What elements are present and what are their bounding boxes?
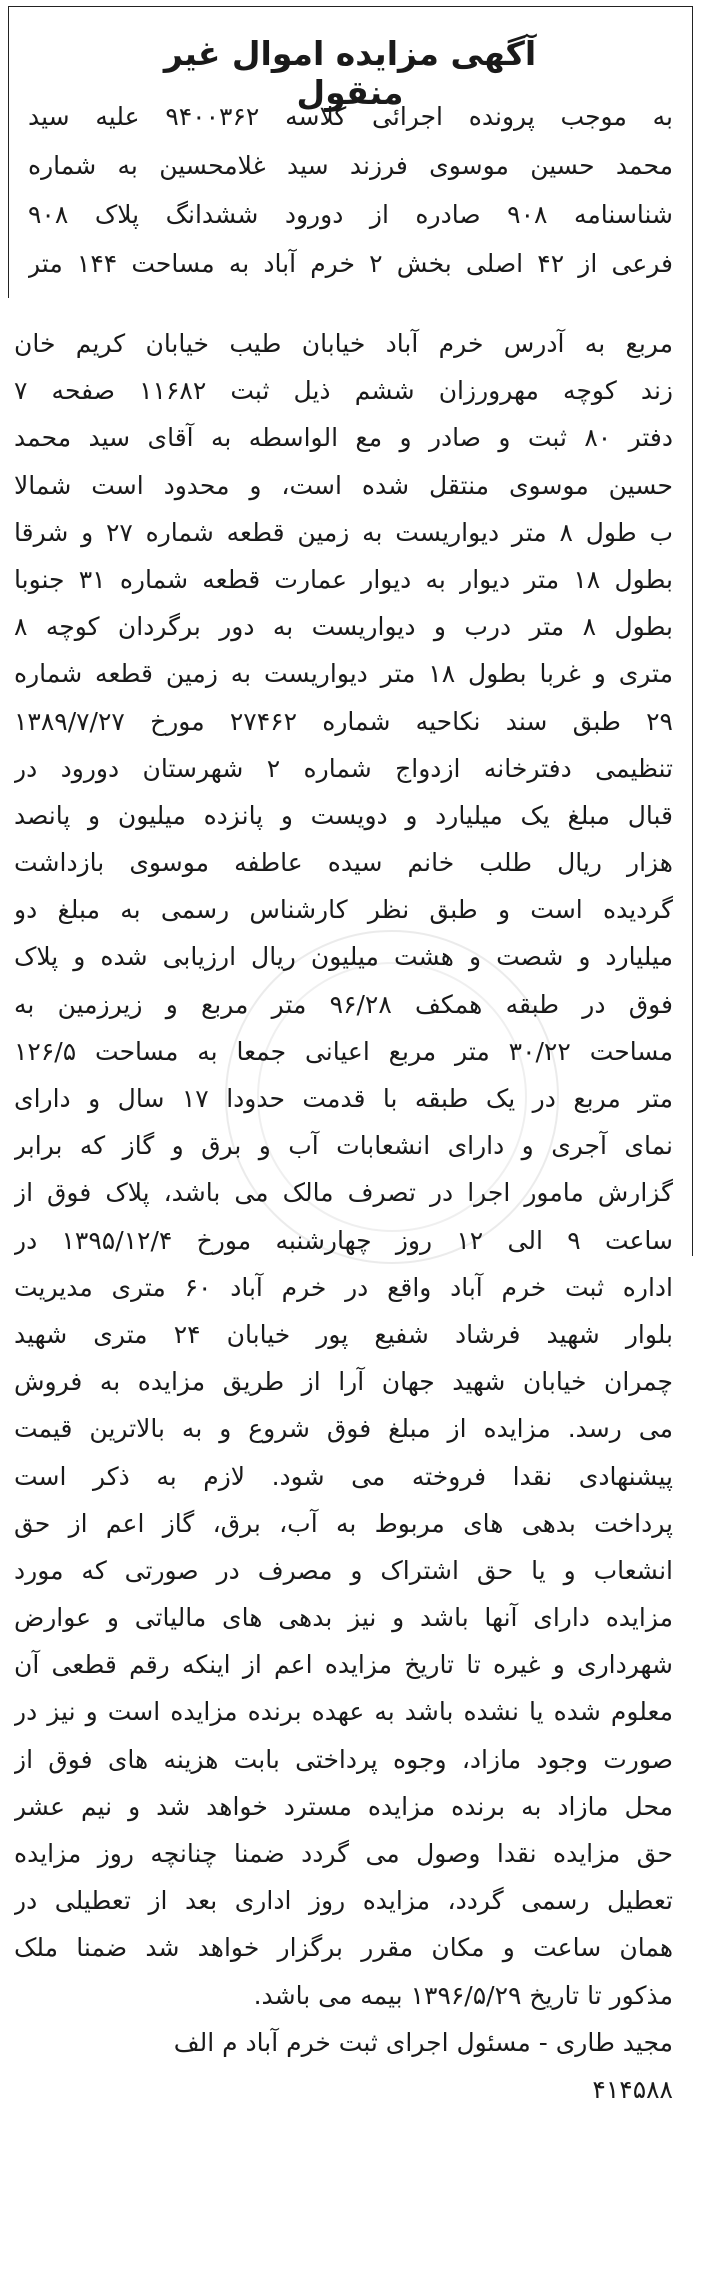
text-line: حق مزایده نقدا وصول می گردد ضمنا چنانچه روز مزایده [14,1839,673,1868]
text-line: فرعی از ۴۲ اصلی بخش ۲ خرم آباد به مساحت ۱۴۴ متر [28,249,673,278]
text-line: گردیده است و طبق نظر کارشناس رسمی به مبلغ دو [14,895,673,925]
text-line: مجید طاری - مسئول اجرای ثبت خرم آباد م الف [173,2027,673,2057]
notice-title: آگهی مزایده اموال غیر منقول [163,34,537,112]
text-line: مذکور تا تاریخ ۱۳۹۶/۵/۲۹ بیمه می باشد. [253,1980,673,2010]
text-line: گزارش مامور اجرا در تصرف مالک می باشد، پلاک فوق از [14,1178,673,1208]
text-line: فوق در طبقه همکف ۹۶/۲۸ متر مربع و زیرزمین به [14,989,673,1019]
text-line: نمای آجری و دارای انشعابات آب و برق و گاز که برابر [14,1131,673,1161]
text-line: ب طول ۸ متر دیواریست به زمین قطعه شماره ۲۷ و شرقا [14,517,673,547]
text-line: صورت وجود مازاد، وجوه پرداختی بابت هزینه های فوق از [14,1744,673,1774]
text-line: همان ساعت و مکان مقرر برگزار خواهد شد ضمنا ملک [14,1933,673,1963]
text-line: ساعت ۹ الی ۱۲ روز چهارشنبه مورخ ۱۳۹۵/۱۲/۴ در [14,1225,673,1255]
notice-header-paragraph [28,92,673,288]
frame-top-rule [8,6,692,7]
text-line: ۴۱۴۵۸۸ [592,2074,673,2104]
text-line: مربع به آدرس خرم آباد خیابان طیب خیابان کریم خان [14,329,673,358]
text-line: متر مربع در یک طبقه با قدمت حدودا ۱۷ سال و دارای [14,1084,673,1113]
notice-body-paragraph [14,320,673,2113]
text-line: زند کوچه مهرورزان ششم ذیل ثبت ۱۱۶۸۲ صفحه ۷ [14,376,673,406]
text-line: بلوار شهید فرشاد شفیع پور خیابان ۲۴ متری شهید [14,1319,673,1349]
text-line: بطول ۱۸ متر دیوار به دیوار عمارت قطعه شماره ۳۱ جنوبا [14,564,673,594]
text-line: تعطیل رسمی گردد، مزایده روز اداری بعد از تعطیلی در [14,1886,673,1916]
text-line: پرداخت بدهی های مربوط به آب، برق، گاز اعم از حق [14,1508,673,1538]
text-line: پیشنهادی نقدا فروخته می شود. لازم به ذکر است [14,1461,673,1491]
frame-right-rule [692,6,693,1256]
text-line: می رسد. مزایده از مبلغ فوق شروع و به بالاترین قیمت [14,1414,673,1444]
text-line: به موجب پرونده اجرائی کلاسه ۹۴۰۰۳۶۲ علیه سید [28,102,673,131]
text-line: محمد حسین موسوی فرزند سید غلامحسین به شماره [28,151,673,180]
text-line: هزار ریال طلب خانم سیده عاطفه موسوی بازداشت [14,848,673,878]
text-line: معلوم شده یا نشده باشد به عهده برنده مزایده است و نیز در [14,1697,673,1727]
text-line: اداره ثبت خرم آباد واقع در خرم آباد ۶۰ متری مدیریت [14,1272,673,1302]
text-line: حسین موسوی منتقل شده است، و محدود است شمالا [14,470,673,500]
text-line: مساحت ۳۰/۲۲ متر مربع اعیانی جمعا به مساحت ۱۲۶/۵ [14,1036,673,1066]
text-line: چمران خیابان شهید جهان آرا از طریق مزایده به فروش [14,1367,673,1397]
text-line: انشعاب و یا حق اشتراک و مصرف در صورتی که مورد [14,1555,673,1585]
text-line: محل مازاد به برنده مزایده مسترد خواهد شد و نیم عشر [14,1791,673,1821]
text-line: میلیارد و شصت و هشت میلیون ریال ارزیابی شده و پلاک [14,942,673,972]
text-line: شناسنامه ۹۰۸ صادره از دورود ششدانگ پلاک ۹۰۸ [28,200,673,229]
frame-left-rule [8,6,9,298]
text-line: دفتر ۸۰ ثبت و صادر و مع الواسطه به آقای سید محمد [14,423,673,453]
text-line: تنظیمی دفترخانه ازدواج شماره ۲ شهرستان دورود در [14,753,673,783]
text-line: ۲۹ طبق سند نکاحیه شماره ۲۷۴۶۲ مورخ ۱۳۸۹/۷/۲۷ [14,706,673,736]
text-line: شهرداری و غیره تا تاریخ مزایده اعم از اینکه رقم قطعی آن [14,1650,673,1680]
text-line: قبال مبلغ یک میلیارد و دویست و پانزده میلیون و پانصد [14,800,673,830]
text-line: متری و غربا بطول ۱۸ متر دیواریست به زمین قطعه شماره [14,659,673,689]
text-line: مزایده دارای آنها باشد و نیز بدهی های مالیاتی و عوارض [14,1603,673,1633]
text-line: بطول ۸ متر درب و دیواریست به دور برگردان کوچه ۸ [14,612,673,642]
